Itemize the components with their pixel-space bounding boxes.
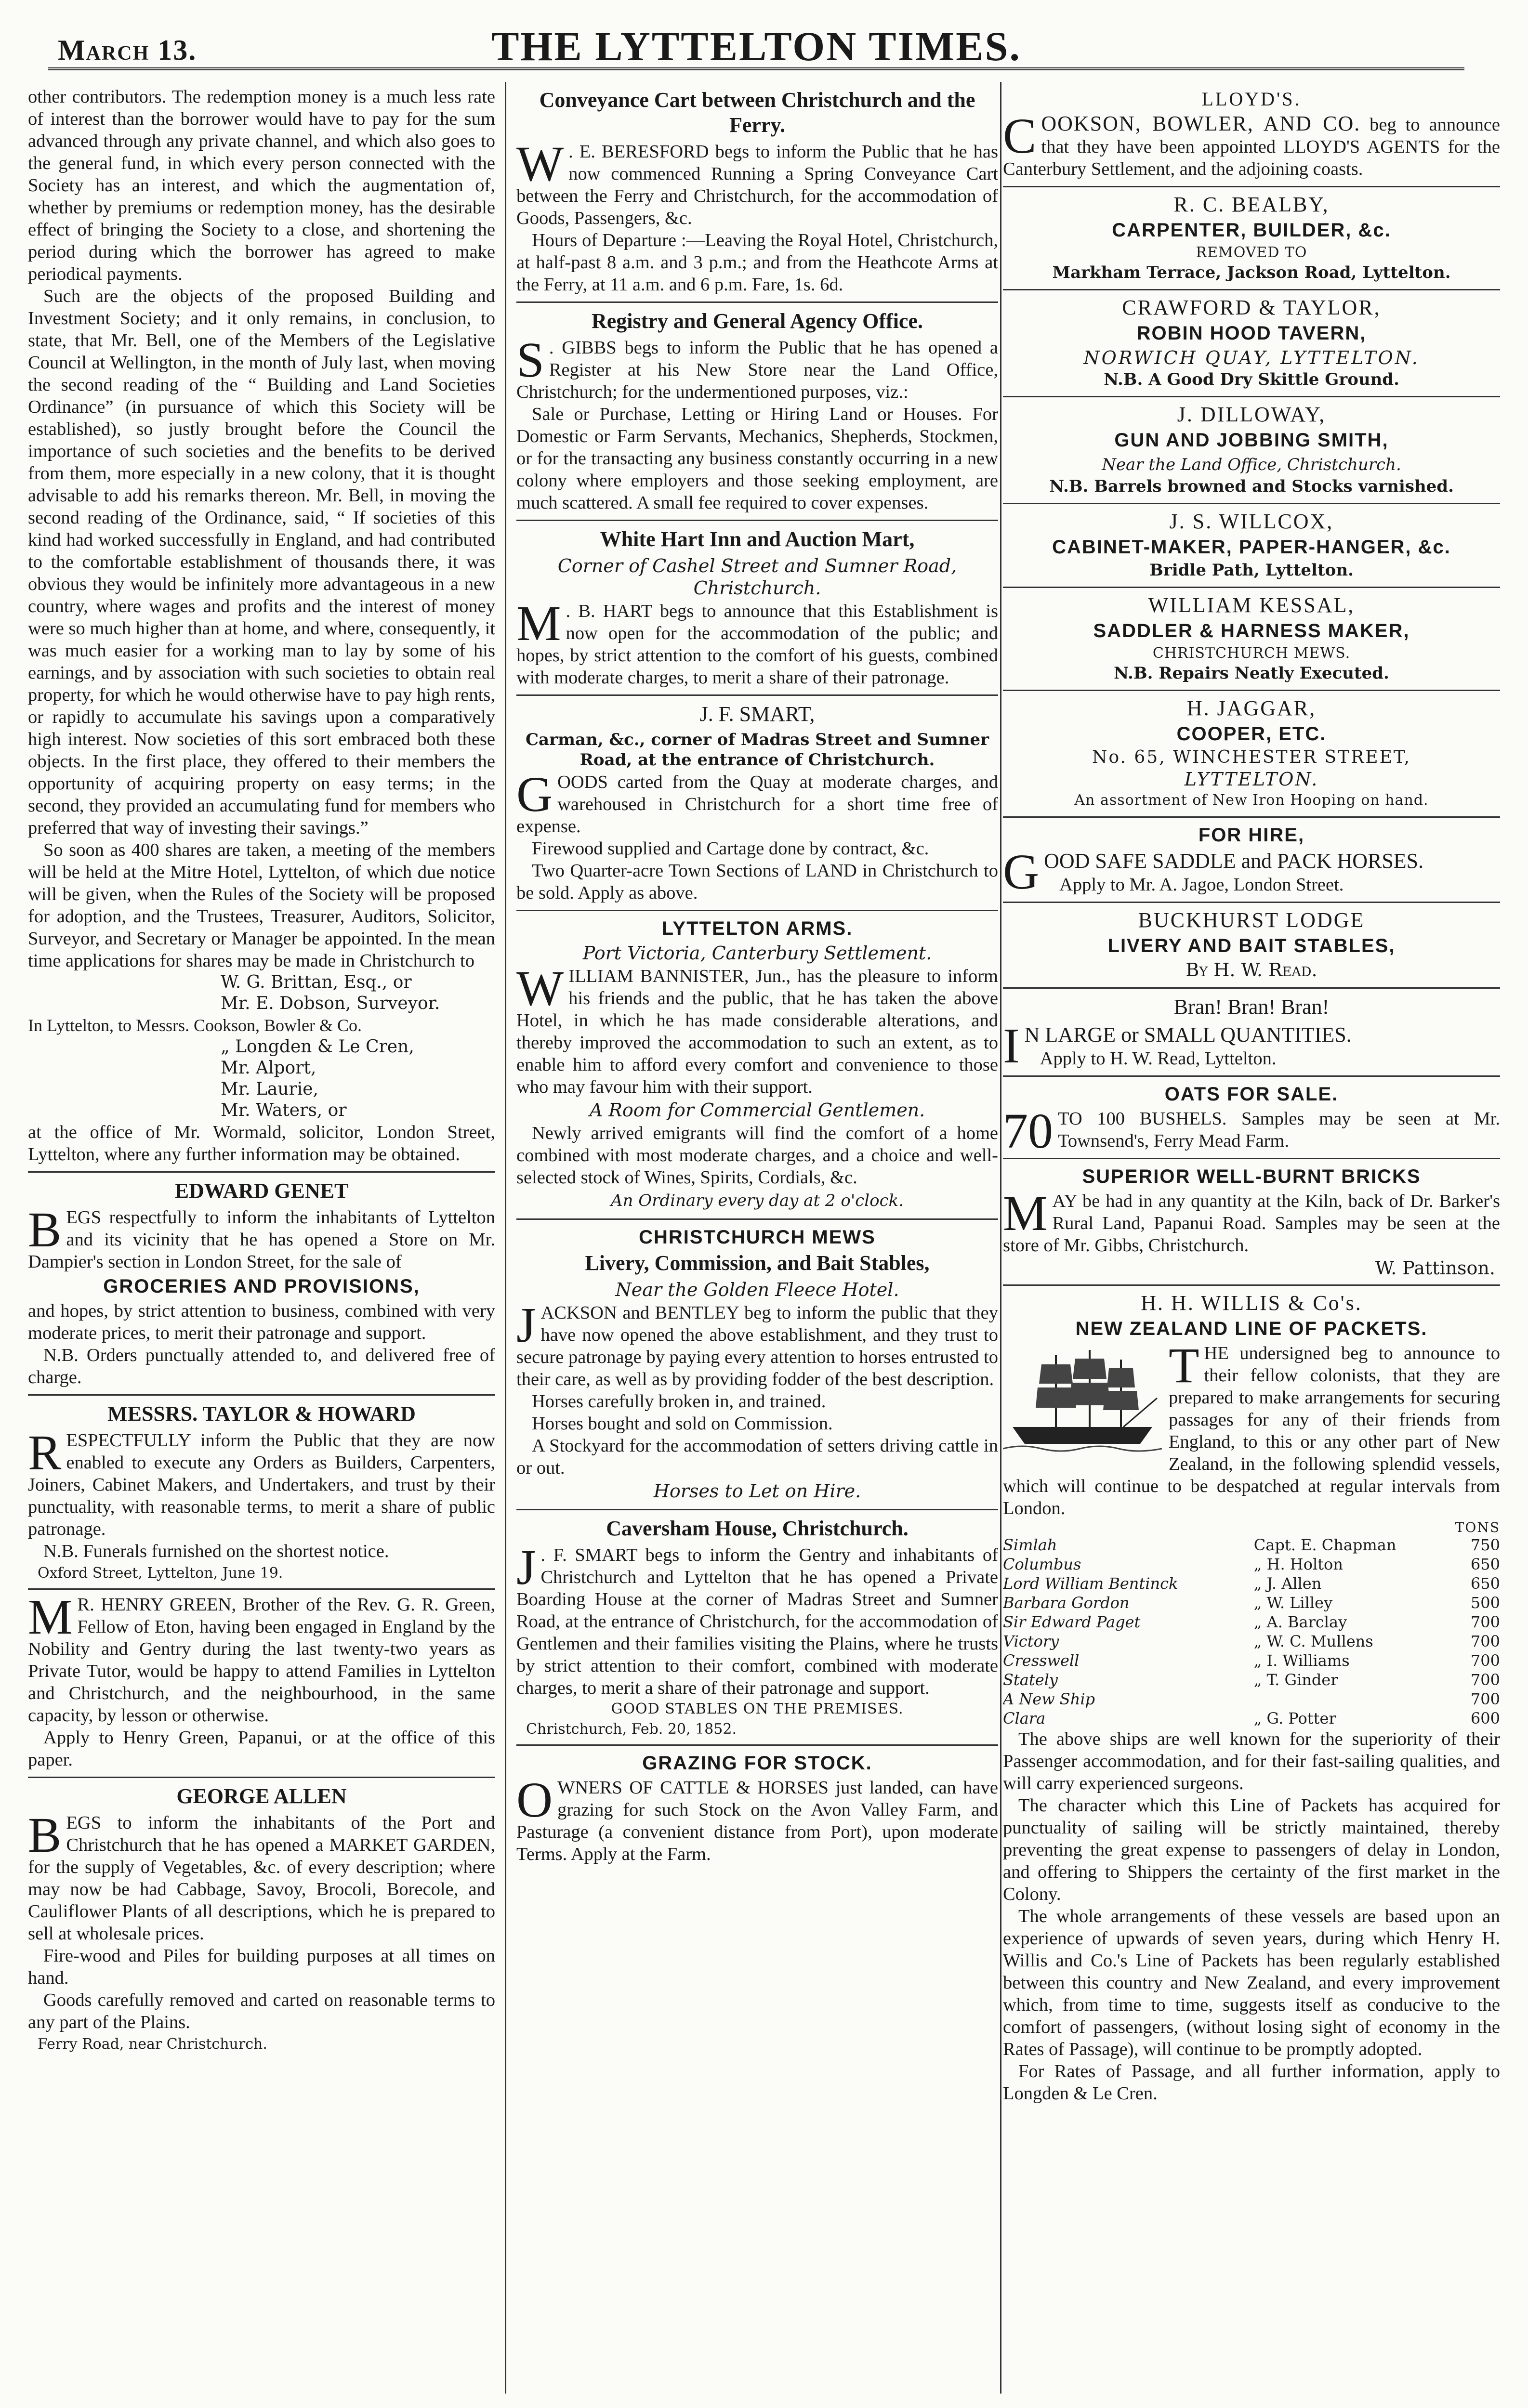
- ad-body: Fire-wood and Piles for building purposes at all times on hand.: [28, 1946, 495, 1988]
- ad-note: Horses to Let on Hire.: [653, 1480, 861, 1502]
- ad-trade: CARPENTER, BUILDER, &c.: [1112, 220, 1391, 241]
- ship-tons: 650: [1470, 1574, 1500, 1593]
- ship-row: [1003, 1593, 1500, 1612]
- ship-tons: 700: [1470, 1671, 1500, 1689]
- ad-dilloway: [1003, 397, 1500, 504]
- ship-name: Clara: [1003, 1709, 1046, 1727]
- ad-body: The above ships are well known for the superiority of their Passenger accommodation, and for their fast-sailing qualities, and will carry experienced surgeons.: [1003, 1729, 1500, 1793]
- ship-tons: 700: [1470, 1632, 1500, 1650]
- ad-conveyance-cart: [516, 82, 998, 303]
- ad-body: OODS carted from the Quay at moderate charges, and warehoused in Christchurch for a short time free of expense.: [516, 772, 998, 837]
- ad-note: N.B. Repairs Neatly Executed.: [1114, 664, 1389, 683]
- ad-body: ACKSON and BENTLEY beg to inform the public that they have now opened the above establishment, and they trust to secure patronage by paying every attention to horses entrusted to their care, as well as by providing fodder of the best description.: [516, 1303, 998, 1389]
- ship-tons: 750: [1470, 1536, 1500, 1554]
- ship-name: Stately: [1003, 1671, 1058, 1689]
- ship-name: Cresswell: [1003, 1651, 1080, 1670]
- drop-cap: G: [516, 767, 553, 822]
- ad-title: Registry and General Agency Office.: [592, 309, 923, 333]
- agent-name: Mr. Waters, or: [221, 1100, 347, 1120]
- ad-title: FOR HIRE,: [1198, 824, 1305, 846]
- ad-body: EGS respectfully to inform the inhabitants of Lyttelton and its vicinity that he has opened a Store on Mr. Dampier's section in London Street, for the sale of: [28, 1207, 495, 1272]
- drop-cap: S: [516, 332, 544, 388]
- masthead: [48, 19, 1464, 70]
- ship-table: [1003, 1535, 1500, 1728]
- ship-row: [1003, 1535, 1500, 1555]
- article-paragraph: other contributors. The redemption money is a much less rate of interest than the borrower would have to pay for the sum advanced through any private channel, and which also goes to the general fund, in which every person connected with the Society has an interest, and which the augmentation of, whether by premiums or redemption money, has the desirable effect of bringing the Society to a close, and shortening the period during which the borrower has agreed to make periodical payments.: [28, 87, 495, 284]
- ad-edward-genet: [28, 1173, 495, 1396]
- drop-cap: 70: [1003, 1103, 1053, 1159]
- drop-cap: B: [28, 1202, 62, 1257]
- ad-subtitle: Near the Golden Fleece Hotel.: [615, 1279, 899, 1300]
- ad-heading: GROCERIES AND PROVISIONS,: [103, 1276, 420, 1297]
- ad-body: ESPECTFULLY inform the Public that they are now enabled to execute any Orders as Builders, Carpenters, Joiners, Cabinet Makers, and Undertakers, and trust by their punctuality, with reasonable terms, to merit a share of public patronage.: [28, 1430, 495, 1539]
- ship-tons: 700: [1470, 1690, 1500, 1708]
- ship-tons: 700: [1470, 1613, 1500, 1631]
- ship-captain: „ A. Barclay: [1253, 1613, 1347, 1631]
- ship-tons: 600: [1470, 1709, 1500, 1727]
- ad-body: ILLIAM BANNISTER, Jun., has the pleasure to inform his friends and the public, that he has taken the above Hotel, in which he has made considerable alterations, and thereby improved the accommodation to such an extent, as to enable him to afford every comfort and convenience to those who may favour him with their support.: [516, 966, 998, 1097]
- drop-cap: B: [28, 1807, 62, 1863]
- ad-note: A Room for Commercial Gentlemen.: [589, 1099, 925, 1121]
- ad-body: AY be had in any quantity at the Kiln, back of Dr. Barker's Rural Land, Papanui Road. Samples may be seen at the store of Mr. Gibbs, Christchurch.: [1003, 1191, 1500, 1256]
- ship-name: Barbara Gordon: [1003, 1594, 1130, 1612]
- ad-body: Two Quarter-acre Town Sections of LAND in Christchurch to be sold. Apply as above.: [516, 861, 998, 903]
- ad-jaggar: [1003, 691, 1500, 818]
- drop-cap: W: [516, 136, 564, 192]
- issue-date: March 13.: [58, 34, 197, 66]
- ad-trade: CABINET-MAKER, PAPER-HANGER, &c.: [1052, 537, 1451, 558]
- ad-footer: Oxford Street, Lyttelton, June 19.: [38, 1565, 283, 1582]
- ad-henry-green: [28, 1590, 495, 1778]
- ship-name: A New Ship: [1003, 1690, 1095, 1708]
- ad-title: Conveyance Cart between Christchurch and the Ferry.: [539, 88, 975, 137]
- ad-body: WNERS OF CATTLE & HORSES just landed, can have grazing for such Stock on the Avon Valley Farm, and Pasturage (a convenient distance from Port), upon moderate Terms. Apply at the Farm.: [516, 1778, 998, 1864]
- ad-footer: Ferry Road, near Christchurch.: [38, 2036, 267, 2053]
- ad-address: No. 65, WINCHESTER STREET,: [1092, 747, 1411, 767]
- ad-body: . F. SMART begs to inform the Gentry and inhabitants of Christchurch and Lyttelton that he has opened a Private Boarding House at the corner of Madras Street and Sumner Road, at the entrance of Christchurch, for the accommodation of Gentlemen and their families visiting the Plains, where he trusts by strict attention to their comfort, combined with moderate charges, to merit a share of their patronage and support.: [516, 1545, 998, 1698]
- ad-title: J. DILLOWAY,: [1177, 403, 1326, 426]
- ad-kessal: [1003, 588, 1500, 691]
- ad-title: J. F. SMART,: [699, 702, 815, 726]
- ad-body: The whole arrangements of these vessels are based upon an experience of upwards of seven years, during which Henry H. Willis and Co.'s Line of Packets has been regularly established between this country and New Zealand, and every improvement which, from time to time, suggests itself as conducive to the comfort of passengers, (without losing sight of economy in the Rates of Passage), will continue to be promptly adopted.: [1003, 1906, 1500, 2059]
- ship-tons: 650: [1470, 1555, 1500, 1573]
- ad-body: EGS to inform the inhabitants of the Port and Christchurch that he has opened a MARKET GARDEN, for the supply of Vegetables, &c. of every description; where may now be had Cabbage, Savoy, Brocoli, Borecole, and Cauliflower Plants of all descriptions, which he is prepared to sell at wholesale prices.: [28, 1813, 495, 1944]
- ship-name: Simlah: [1003, 1536, 1057, 1554]
- ad-subtitle: Corner of Cashel Street and Sumner Road, Christchurch.: [557, 555, 957, 599]
- ad-title-2: NEW ZEALAND LINE OF PACKETS.: [1075, 1318, 1428, 1339]
- ad-title: SUPERIOR WELL-BURNT BRICKS: [1082, 1166, 1421, 1187]
- ad-note: An assortment of New Iron Hooping on hand.: [1074, 792, 1429, 809]
- ad-willcox: [1003, 504, 1500, 588]
- drop-cap: M: [28, 1589, 73, 1645]
- agent-list: [28, 1036, 495, 1121]
- ad-note: REMOVED TO: [1196, 244, 1307, 261]
- ad-title-2: Livery, Commission, and Bait Stables,: [585, 1251, 930, 1275]
- ad-bran: [1003, 989, 1500, 1077]
- column-1: [28, 82, 495, 2394]
- tons-label: TONS: [1455, 1519, 1500, 1535]
- ad-body: Hours of Departure :—Leaving the Royal Hotel, Christchurch, at half-past 8 a.m. and 3 p.m.; and from the Heathcote Arms at the Ferry, at 11 a.m. and 6 p.m. Fare, 1s. 6d.: [516, 230, 998, 295]
- ship-captain: „ I. Williams: [1253, 1651, 1350, 1670]
- ad-subtitle: Port Victoria, Canterbury Settlement.: [582, 942, 932, 964]
- ad-lyttelton-arms: [516, 911, 998, 1220]
- drop-cap: T: [1169, 1338, 1199, 1393]
- ad-oats: [1003, 1077, 1500, 1159]
- drop-cap: M: [516, 596, 561, 651]
- ad-signature: W. Pattinson.: [1375, 1257, 1495, 1279]
- ad-town: LYTTELTON.: [1184, 769, 1319, 790]
- drop-cap: I: [1003, 1018, 1020, 1073]
- ship-captain: „ T. Ginder: [1253, 1671, 1338, 1689]
- ship-captain: „ G. Potter: [1253, 1709, 1336, 1727]
- agent-list: [28, 972, 495, 1014]
- ad-body: . E. BERESFORD begs to inform the Public that he has now commenced Running a Spring Conveyance Cart between the Ferry and Christchurch, for the accommodation of Goods, Passengers, &c.: [516, 142, 998, 228]
- ad-body: and hopes, by strict attention to business, combined with very moderate prices, to merit their patronage and support.: [28, 1301, 495, 1343]
- ad-title: CHRISTCHURCH MEWS: [639, 1227, 876, 1248]
- building-society-article: [28, 82, 495, 1173]
- ad-title: H. JAGGAR,: [1186, 696, 1317, 720]
- column-rule: [1000, 82, 1001, 2394]
- ad-body: N LARGE or SMALL QUANTITIES.: [1024, 1023, 1352, 1047]
- ad-address: CHRISTCHURCH MEWS.: [1152, 645, 1351, 662]
- ship-row: [1003, 1632, 1500, 1651]
- ship-name: Columbus: [1003, 1555, 1081, 1573]
- drop-cap: C: [1003, 108, 1037, 164]
- ad-title: MESSRS. TAYLOR & HOWARD: [107, 1402, 416, 1426]
- ad-body: A Stockyard for the accommodation of setters driving cattle in or out.: [516, 1436, 998, 1478]
- article-paragraph: Such are the objects of the proposed Building and Investment Society; and it only remains, in conclusion, to state, that Mr. Bell, one of the Members of the Legislative Council at Wellington, in the month of July last, when moving the second reading of the “ Building and Land Societies Ordinance” (in pursuance of which this Society will be established), so justly brought before the Council the importance of such societies and the benefits to be derived from them, more especially in a new colony, that it is thought advisable to add his remarks thereon. Mr. Bell, in moving the second reading of the Ordinance, said, “ If societies of this kind had worked successfully in England, and had contributed to the comfortable establishment of thousands there, it was obvious they would be infinitely more advantageous in a new country, where wages and profits and the interest of money were so much higher than at home, and where, consequently, it was much easier for a working man to lay by some of his earnings, and by association with such societies to obtain real property, for which he would otherwise have to pay high rents, or rapidly to accumulate his savings upon a comparatively high interest. Now societies of this sort embraced both these objects. In the first place, they offered to their members the opportunity of acquiring property on easy terms; in the second, they provided an accumulating fund for members who preferred that way of investing their savings.”: [28, 286, 495, 838]
- ad-trade: COOPER, ETC.: [1176, 723, 1327, 745]
- drop-cap: J: [516, 1297, 536, 1353]
- ship-captain: [1254, 1689, 1458, 1709]
- ad-body: Horses bought and sold on Commission.: [532, 1413, 833, 1434]
- ad-address: NORWICH QUAY, LYTTELTON.: [1083, 347, 1420, 368]
- ad-body: Horses carefully broken in, and trained.: [532, 1391, 826, 1412]
- ship-row: [1003, 1612, 1500, 1632]
- ad-trade: GUN AND JOBBING SMITH,: [1114, 430, 1389, 451]
- ship-name: Victory: [1003, 1632, 1059, 1650]
- ad-caversham-house: [516, 1510, 998, 1746]
- ad-subtitle: Carman, &c., corner of Madras Street and Sumner Road, at the entrance of Christchurch.: [525, 730, 989, 770]
- agents-intro: In Lyttelton, to Messrs. Cookson, Bowler & Co.: [28, 1016, 362, 1035]
- ad-body: For Rates of Passage, and all further information, apply to Longden & Le Cren.: [1003, 2061, 1500, 2104]
- ad-body: OOD SAFE SADDLE and PACK HORSES.: [1044, 849, 1424, 873]
- ad-note: An Ordinary every day at 2 o'clock.: [610, 1191, 904, 1210]
- ad-note: Apply to H. W. Read, Lyttelton.: [1040, 1048, 1277, 1069]
- ad-for-hire: [1003, 818, 1500, 903]
- ad-heading: OOKSON, BOWLER, AND CO.: [1041, 112, 1361, 135]
- ad-title: GRAZING FOR STOCK.: [642, 1753, 872, 1774]
- ad-body: Newly arrived emigrants will find the comfort of a home combined with most moderate charges, and a choice and well-selected stock of Wines, Spirits, Cordials, &c.: [516, 1123, 998, 1188]
- ad-taylor-howard: [28, 1396, 495, 1590]
- ad-crawford-taylor: [1003, 290, 1500, 397]
- agent-name: „ Longden & Le Cren,: [221, 1037, 414, 1057]
- ad-title: WILLIAM KESSAL,: [1148, 593, 1355, 617]
- ad-note: GOOD STABLES ON THE PREMISES.: [611, 1701, 904, 1717]
- ad-bealby: [1003, 187, 1500, 290]
- ad-title: H. H. WILLIS & Co's.: [1141, 1291, 1362, 1315]
- ad-title: LYTTELTON ARMS.: [661, 918, 853, 939]
- ad-george-allen: [28, 1778, 495, 2059]
- ad-trade: LIVERY AND BAIT STABLES,: [1107, 935, 1396, 956]
- ad-body: Sale or Purchase, Letting or Hiring Land or Houses. For Domestic or Farm Servants, Mechanics, Shepherds, Stockmen, or for the transacting any business constantly occurring in a new colony where employers and those seeking employment, are much scattered. A small fee required to cover expenses.: [516, 404, 998, 513]
- ad-body: beg to announce that they have been appointed LLOYD'S AGENTS for the Canterbury Settlement, and the adjoining coasts.: [1003, 115, 1500, 179]
- ad-title: White Hart Inn and Auction Mart,: [600, 527, 915, 551]
- ad-body: R. HENRY GREEN, Brother of the Rev. G. R. Green, Fellow of Eton, having been engaged in England by the Nobility and Gentry during the last twenty-two years as Private Tutor, would be happy to attend Families in Lyttelton and Christchurch, and the neighbourhood, in the same capacity, by lesson or otherwise.: [28, 1595, 495, 1726]
- ad-body: . GIBBS begs to inform the Public that he has opened a Register at his New Store near the Land Office, Christchurch; for the undermentioned purposes, viz.:: [516, 338, 998, 402]
- column-rule: [505, 82, 506, 2394]
- ship-row: [1003, 1574, 1500, 1593]
- ship-row: [1003, 1555, 1500, 1574]
- ad-note: Apply to Mr. A. Jagoe, London Street.: [1059, 875, 1344, 895]
- agent-name: Mr. Laurie,: [221, 1079, 319, 1099]
- ad-buckhurst-lodge: [1003, 903, 1500, 989]
- ad-title: Caversham House, Christchurch.: [606, 1517, 909, 1540]
- article-paragraph: So soon as 400 shares are taken, a meeting of the members will be held at the Mitre Hotel, Lyttelton, of which due notice will be given, when the Rules of the Society will be proposed for adoption, and the Trustees, Treasurer, Auditors, Solicitor, Surveyor, and Secretary or Manager be appointed. In the mean time applications for shares may be made in Christchurch to: [28, 840, 495, 971]
- agent-name: Mr. Alport,: [221, 1058, 316, 1078]
- ad-title: J. S. WILLCOX,: [1169, 510, 1334, 533]
- ad-body: Firewood supplied and Cartage done by contract, &c.: [532, 838, 929, 859]
- drop-cap: R: [28, 1425, 62, 1480]
- ship-tons: 500: [1470, 1594, 1500, 1612]
- ad-title: GEORGE ALLEN: [176, 1784, 347, 1808]
- newspaper-title: THE LYTTELTON TIMES.: [491, 23, 1021, 69]
- drop-cap: G: [1003, 844, 1040, 900]
- ad-body: The character which this Line of Packets has acquired for punctuality of sailing will be strictly maintained, thereby preventing the great expense to passengers of delay in London, and offering to Shippers the certainty of the first market in the Colony.: [1003, 1795, 1500, 1904]
- ad-note: N.B. Funerals furnished on the shortest notice.: [43, 1541, 389, 1561]
- ad-note: N.B. A Good Dry Skittle Ground.: [1104, 370, 1399, 389]
- ad-jf-smart: [516, 696, 998, 911]
- ad-christchurch-mews: [516, 1220, 998, 1510]
- ad-body: . B. HART begs to announce that this Establishment is now open for the accommodation of the public; and hopes, by strict attention to the comfort of his guests, combined with moderate charges, to merit a share of their patronage.: [516, 601, 998, 688]
- ship-name: Sir Edward Paget: [1003, 1613, 1141, 1631]
- agent-name: Mr. E. Dobson, Surveyor.: [221, 994, 440, 1013]
- ship-captain: „ W. C. Mullens: [1253, 1632, 1373, 1650]
- ship-row: [1003, 1670, 1500, 1689]
- ad-grazing: [516, 1746, 998, 1871]
- column-3: [1003, 82, 1500, 2394]
- ship-captain: „ J. Allen: [1253, 1574, 1322, 1593]
- ad-note: N.B. Orders punctually attended to, and delivered free of charge.: [28, 1345, 495, 1387]
- drop-cap: O: [516, 1772, 553, 1828]
- drop-cap: M: [1003, 1186, 1048, 1241]
- ad-note: Apply to Henry Green, Papanui, or at the office of this paper.: [28, 1727, 495, 1770]
- ad-trade: SADDLER & HARNESS MAKER,: [1093, 620, 1410, 641]
- article-paragraph: at the office of Mr. Wormald, solicitor, London Street, Lyttelton, where any further information may be obtained.: [28, 1122, 495, 1165]
- ad-title: OATS FOR SALE.: [1164, 1084, 1339, 1105]
- ad-title: Bran! Bran! Bran!: [1173, 995, 1330, 1019]
- ship-tons: 700: [1470, 1651, 1500, 1670]
- ship-captain: „ H. Holton: [1253, 1555, 1343, 1573]
- ad-note: N.B. Barrels browned and Stocks varnished.: [1049, 477, 1454, 496]
- ship-row: [1003, 1709, 1500, 1728]
- ad-body: HE undersigned beg to announce to their fellow colonists, that they are prepared to make arrangements for securing passages for any of their friends from England, to this or any other part of New Zealand, in the following splendid vessels, which will continue to be despatched at regular intervals from London.: [1003, 1343, 1500, 1518]
- ad-address: Near the Land Office, Christchurch.: [1102, 455, 1401, 474]
- ad-registry-office: [516, 303, 998, 521]
- drop-cap: W: [516, 961, 564, 1016]
- ad-trade: ROBIN HOOD TAVERN,: [1136, 323, 1367, 344]
- ship-captain: Capt. E. Chapman: [1253, 1536, 1396, 1554]
- ad-white-hart: [516, 521, 998, 696]
- ship-row: [1003, 1651, 1500, 1670]
- ad-note: By H. W. Read.: [1186, 959, 1317, 981]
- ad-lloyds: [1003, 82, 1500, 187]
- ad-body: Goods carefully removed and carted on reasonable terms to any part of the Plains.: [28, 1990, 495, 2032]
- column-2: [516, 82, 998, 2394]
- sailing-ship-icon: [1003, 1345, 1162, 1456]
- drop-cap: J: [516, 1540, 536, 1595]
- ad-title: EDWARD GENET: [174, 1179, 349, 1203]
- ad-title: R. C. BEALBY,: [1173, 193, 1330, 216]
- ad-willis-packets: [1003, 1286, 1500, 2110]
- agent-name: W. G. Brittan, Esq., or: [221, 972, 412, 992]
- ad-address: Markham Terrace, Jackson Road, Lyttelton.: [1052, 263, 1451, 282]
- ad-title: LLOYD'S.: [1201, 88, 1302, 110]
- ship-captain: „ W. Lilley: [1253, 1594, 1333, 1612]
- ad-address: Bridle Path, Lyttelton.: [1149, 561, 1354, 580]
- ship-row: [1003, 1689, 1500, 1709]
- ad-bricks: [1003, 1159, 1500, 1286]
- ad-footer: Christchurch, Feb. 20, 1852.: [526, 1721, 737, 1738]
- ship-name: Lord William Bentinck: [1003, 1574, 1178, 1593]
- ad-title: CRAWFORD & TAYLOR,: [1122, 296, 1381, 319]
- ad-body: TO 100 BUSHELS. Samples may be seen at Mr. Townsend's, Ferry Mead Farm.: [1058, 1109, 1500, 1151]
- ad-title: BUCKHURST LODGE: [1138, 908, 1365, 932]
